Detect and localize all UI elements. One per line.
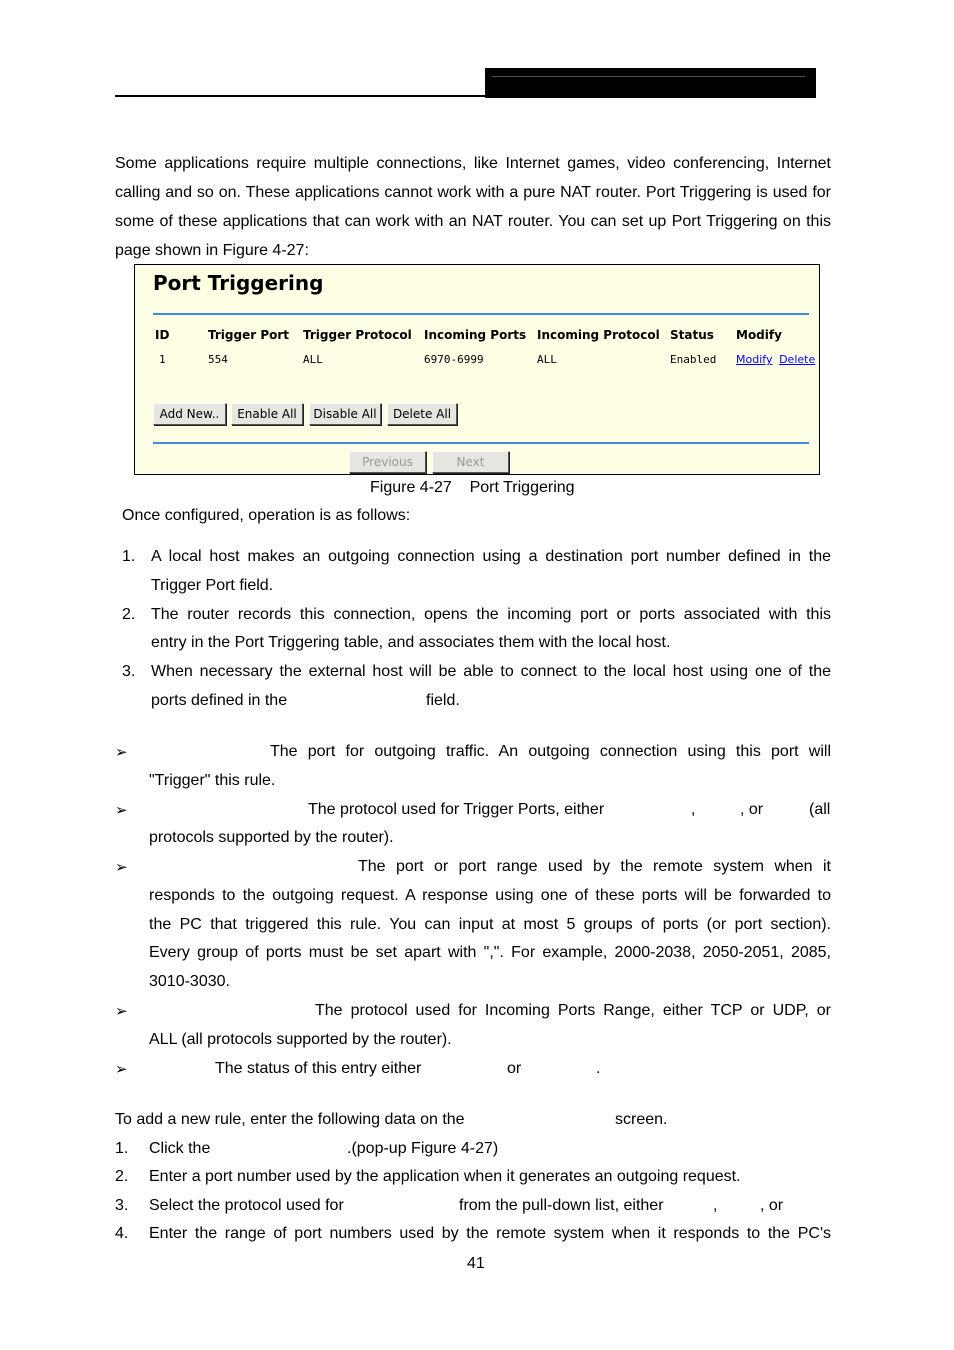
add-step-3-c: ,: [713, 1197, 718, 1214]
step-3-line-2b: field.: [426, 692, 460, 709]
def-status-part-c: .: [596, 1060, 601, 1077]
def-incoming-ports-line-3: [149, 916, 831, 934]
add-step-number: 1.: [115, 1140, 129, 1157]
def-trigger-port-line-2: "Trigger" this rule.: [149, 772, 276, 789]
def-status-part-b: or: [507, 1060, 522, 1077]
col-header-trigger-port: Trigger Port: [208, 328, 290, 342]
operation-intro: Once configured, operation is as follows:: [122, 507, 411, 524]
cell-trigger-port: 554: [208, 353, 228, 366]
def-text: responds to the outgoing request. A response using one of these ports will be forwarded to: [149, 887, 831, 904]
def-trigger-protocol-line-2: protocols supported by the router).: [149, 829, 394, 846]
col-header-id: ID: [155, 328, 170, 342]
col-header-modify: Modify: [736, 328, 782, 342]
add-step-text: Enter the range of port numbers used by the remote system when it responds to the PC's: [149, 1225, 831, 1242]
step-2-line-2: entry in the Port Triggering table, and associates them with the local host.: [151, 634, 671, 651]
def-text: The port or port range used by the remote system when it: [358, 858, 831, 875]
bullet-arrow-icon: ➢: [115, 802, 128, 819]
step-text: When necessary the external host will be able to connect to the local host using one of the: [151, 663, 831, 680]
bullet-arrow-icon: ➢: [115, 1003, 128, 1020]
add-step-3-a: Select the protocol used for: [149, 1197, 344, 1214]
cell-status: Enabled: [670, 353, 717, 366]
def-status-part-a: The status of this entry either: [215, 1060, 422, 1077]
def-text: Every group of ports must be set apart with ",". For example, 2000-2038, 2050-2051, 2085,: [149, 944, 831, 961]
step-text: The router records this connection, opens the incoming port or ports associated with this: [151, 606, 831, 623]
col-header-incoming-protocol: Incoming Protocol: [537, 328, 660, 342]
page-number: 41: [467, 1255, 485, 1272]
add-rule-intro-b: screen.: [615, 1111, 668, 1128]
def-text: The protocol used for Incoming Ports Range, either TCP or UDP, or: [315, 1002, 831, 1019]
cell-id: 1: [159, 353, 166, 366]
figure-caption: Figure 4-27 Port Triggering: [370, 479, 575, 496]
step-3-line-1: [151, 663, 831, 681]
def-incoming-ports-line-2: [149, 887, 831, 905]
def-incoming-ports-line-5: 3010-3030.: [149, 973, 230, 990]
cell-incoming-ports: 6970-6999: [424, 353, 484, 366]
cell-modify: [736, 353, 815, 366]
header-bar-line: [492, 76, 805, 77]
def-incoming-protocol-line-1: [315, 1002, 831, 1020]
step-number: 1.: [122, 548, 136, 565]
def-text: the PC that triggered this rule. You can input at most 5 groups of ports (or port section).: [149, 916, 831, 933]
add-step-number: 4.: [115, 1225, 129, 1242]
def-trigger-port-line-1: [270, 743, 831, 761]
cell-trigger-protocol: ALL: [303, 353, 323, 366]
previous-button[interactable]: Previous: [349, 451, 426, 473]
add-step-number: 2.: [115, 1168, 129, 1185]
bullet-arrow-icon: ➢: [115, 859, 128, 876]
intro-paragraph: Some applications require multiple connections, like Internet games, video conferencing, Internet calling and so on. These applications cannot work with a pure NAT router. Port Triggering is used for some of these applications that can work with an NAT router. You can set up Port Triggering on this page shown in Figure 4-27:: [115, 155, 831, 259]
def-trigger-protocol-part-b: ,: [691, 801, 696, 818]
step-1-line-1: [151, 548, 831, 566]
def-trigger-protocol-part-a: The protocol used for Trigger Ports, either: [308, 801, 605, 818]
step-1-line-2: Trigger Port field.: [151, 577, 274, 594]
step-text: A local host makes an outgoing connection using a destination port number defined in the: [151, 548, 831, 565]
add-step-2: Enter a port number used by the application when it generates an outgoing request.: [149, 1168, 741, 1185]
bullet-arrow-icon: ➢: [115, 744, 128, 761]
add-step-1-b: .(pop-up Figure 4-27): [347, 1140, 499, 1157]
add-new-button[interactable]: Add New..: [153, 403, 226, 425]
bullet-arrow-icon: ➢: [115, 1061, 128, 1078]
col-header-incoming-ports: Incoming Ports: [424, 328, 527, 342]
add-step-number: 3.: [115, 1197, 129, 1214]
delete-link[interactable]: Delete: [779, 353, 816, 366]
add-step-1-a: Click the: [149, 1140, 211, 1157]
step-number: 2.: [122, 606, 136, 623]
modify-link[interactable]: Modify: [736, 353, 773, 366]
header-rule: [115, 95, 485, 97]
delete-all-button[interactable]: Delete All: [387, 403, 457, 425]
def-trigger-protocol-part-c: , or: [740, 801, 764, 818]
step-number: 3.: [122, 663, 136, 680]
def-trigger-protocol-part-d: (all: [809, 801, 831, 818]
add-rule-intro-a: To add a new rule, enter the following data on the: [115, 1111, 465, 1128]
cell-incoming-protocol: ALL: [537, 353, 557, 366]
figure-bottom-divider: [153, 442, 809, 444]
figure-title: Port Triggering: [153, 271, 324, 295]
def-incoming-ports-line-1: [358, 858, 831, 876]
figure-top-divider: [153, 313, 809, 315]
add-step-3-b: from the pull-down list, either: [459, 1197, 664, 1214]
port-triggering-figure: [134, 264, 820, 475]
col-header-trigger-protocol: Trigger Protocol: [303, 328, 412, 342]
enable-all-button[interactable]: Enable All: [231, 403, 303, 425]
def-incoming-protocol-line-2: ALL (all protocols supported by the router).: [149, 1031, 452, 1048]
def-incoming-ports-line-4: [149, 944, 831, 962]
add-step-3-d: , or: [760, 1197, 784, 1214]
def-text: The port for outgoing traffic. An outgoing connection using this port will: [270, 743, 831, 760]
header-bar: [485, 68, 816, 98]
step-2-line-1: [151, 606, 831, 624]
col-header-status: Status: [670, 328, 714, 342]
next-button[interactable]: Next: [432, 451, 509, 473]
step-3-line-2a: ports defined in the: [151, 692, 288, 709]
disable-all-button[interactable]: Disable All: [309, 403, 381, 425]
add-step-4: [149, 1225, 831, 1243]
